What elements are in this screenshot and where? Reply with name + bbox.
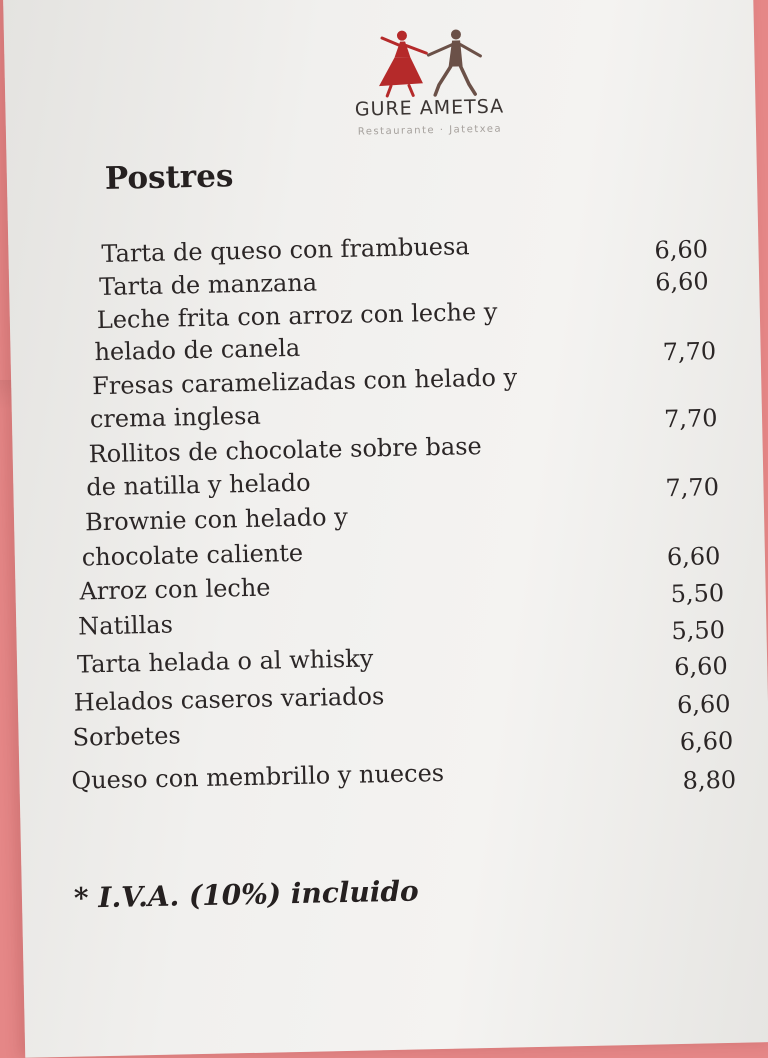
menu-item-price: 8,80	[682, 765, 737, 795]
menu-item-name: Sorbetes	[72, 721, 181, 752]
menu-item-name: Tarta de queso con frambuesa	[101, 232, 470, 268]
menu-item-name: de natilla y helado	[86, 468, 311, 502]
menu-item-price: 6,60	[676, 689, 731, 720]
tax-footnote: * I.V.A. (10%) incluido	[73, 874, 420, 915]
menu-item-name: Leche frita con arroz con leche y	[96, 297, 498, 335]
menu-item-price: 7,70	[662, 337, 717, 367]
menu-item-name: Rollitos de chocolate sobre base	[88, 432, 482, 469]
brown-dancer-figure	[428, 29, 481, 95]
menu-item-name: Tarta helada o al whisky	[76, 644, 374, 679]
menu-item-name: Fresas caramelizadas con helado y	[91, 363, 518, 401]
menu-item-name: Brownie con helado y	[84, 502, 349, 537]
menu-item-price: 6,60	[666, 542, 721, 572]
menu-item-name: helado de canela	[94, 333, 301, 367]
menu-item-price: 6,60	[654, 267, 709, 297]
menu-item-name: Helados caseros variados	[73, 682, 385, 717]
menu-item-price: 7,70	[663, 404, 718, 434]
red-dancer-figure	[378, 30, 427, 96]
menu-item-price: 6,60	[679, 726, 734, 756]
menu-item-price: 5,50	[670, 579, 725, 609]
menu-item-name: crema inglesa	[89, 401, 261, 434]
menu-item-price: 6,60	[673, 651, 728, 682]
dancers-logo	[364, 26, 495, 101]
restaurant-subtitle: Restaurante · Jatetxea	[357, 123, 503, 138]
menu-item-price: 5,50	[671, 615, 726, 646]
restaurant-name: GURE AMETSA	[354, 95, 505, 121]
menu-item-name: Tarta de manzana	[98, 268, 318, 302]
menu-item-name: Queso con membrillo y nueces	[71, 758, 445, 795]
menu-card	[3, 0, 768, 1058]
menu-item-name: Arroz con leche	[79, 573, 271, 606]
menu-item-price: 6,60	[654, 235, 709, 265]
menu-item-price: 7,70	[665, 473, 720, 503]
section-title: Postres	[104, 158, 234, 197]
menu-item-name: Natillas	[77, 610, 174, 641]
menu-item-name: chocolate caliente	[81, 538, 304, 572]
